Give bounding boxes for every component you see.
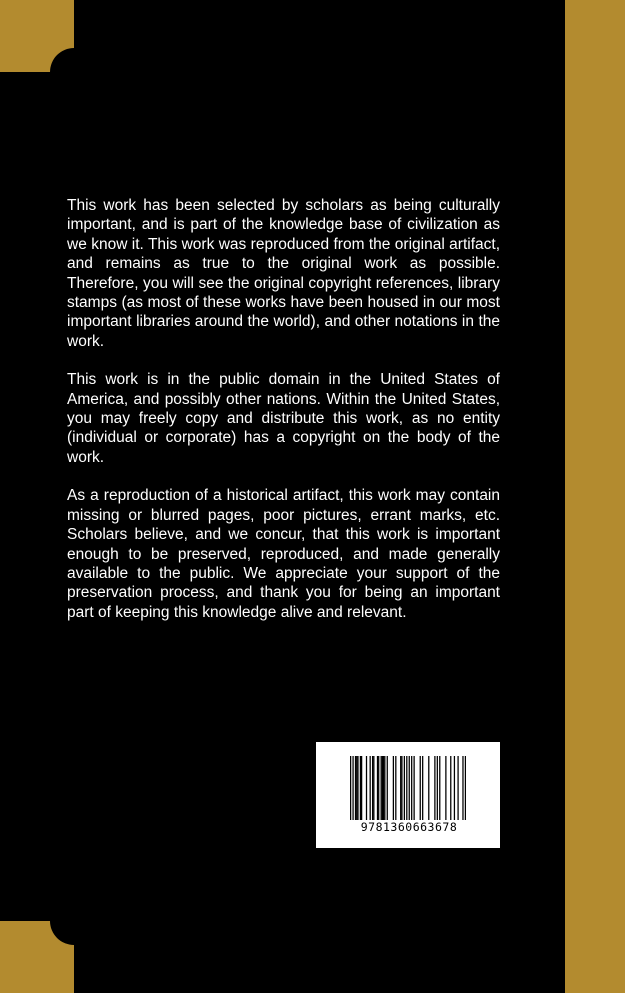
barcode-bar [413,756,414,830]
barcode-bar [420,756,421,830]
barcode-bar [383,756,384,830]
corner-ornament-top [0,0,74,72]
barcode-bar [454,756,455,830]
barcode-bar [406,756,407,830]
barcode-bar [457,756,458,830]
barcode-bar [361,756,362,830]
barcode-bar [387,756,388,830]
barcode-bar [360,756,361,830]
barcode-bar [373,756,374,830]
barcode-bar [409,756,410,830]
paragraph-scholars: This work has been selected by scholars as being culturally important, and is part of the knowledge base of civilization as we know it. This work was reproduced from the original artifact, and remains as true to the original work as possible. Therefore, you will see the original copyright references, library stamps (as most of these works have been housed in our most important libraries around the world), and other notations in the work. [67,197,500,350]
paragraph-public-domain: This work is in the public domain in the United States of America, and possibly other nations. Within the United States, you may freely copy and distribute this work, as no entity (individual or corporate) has a copyright on the body of the work. [67,371,500,466]
barcode-bar [434,756,435,830]
barcode-bars-icon [350,756,466,830]
barcode-bar [370,756,371,830]
barcode-bar [465,756,466,830]
barcode-bar [381,756,382,830]
barcode-bar [384,756,385,830]
barcode-bar [350,756,351,830]
barcode-bar [355,756,356,830]
barcode-bar [411,756,412,830]
barcode-bar [462,756,463,830]
barcode-bar [450,756,451,830]
barcode-bar [366,756,367,830]
back-cover-text [67,196,500,641]
barcode-bar [404,756,405,830]
barcode-bar [356,756,357,830]
barcode-bar [352,756,353,830]
barcode-bar [428,756,429,830]
barcode-bar [439,756,440,830]
barcode-bar [422,756,423,830]
barcode-bar [372,756,373,830]
barcode-bar [400,756,401,830]
book-spine [565,0,625,993]
barcode-bar [437,756,438,830]
barcode-bar [393,756,394,830]
barcode-bar [382,756,383,830]
barcode-bar [401,756,402,830]
barcode-bar [395,756,396,830]
corner-ornament-bottom [0,921,74,993]
barcode-bar [445,756,446,830]
barcode [316,742,500,848]
barcode-bar [377,756,378,830]
barcode-bar [357,756,358,830]
paragraph-reproduction: As a reproduction of a historical artifact, this work may contain missing or blurred pages, poor pictures, errant marks, etc. Scholars believe, and we concur, that this work is important enough to be preserved, reproduced, and made generally available to the public. We appreciate your support of the preservation process, and thank you for being an important part of keeping this knowledge alive and relevant. [67,487,500,621]
barcode-bar [378,756,379,830]
isbn-digits: 9781360663678 [346,820,472,834]
